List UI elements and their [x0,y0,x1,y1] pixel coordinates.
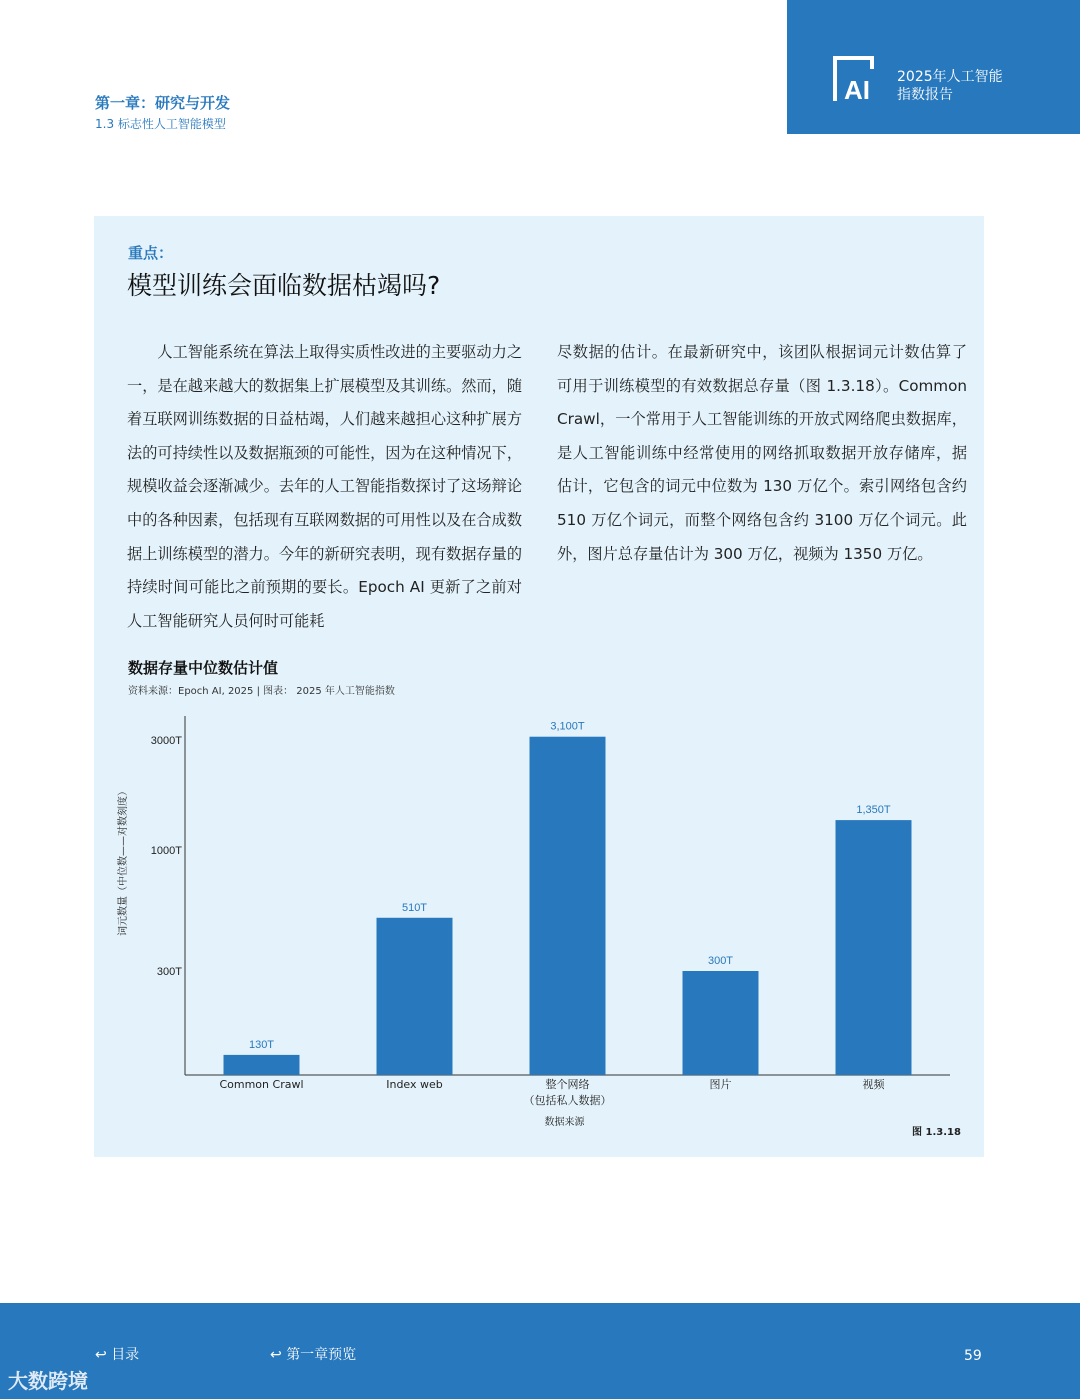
return-icon: ↩ [270,1347,282,1363]
x-tick-label: 视频 [862,1078,885,1091]
report-title [897,68,1003,104]
bar [836,820,912,1075]
section-title: 1.3 标志性人工智能模型 [95,117,226,131]
bar [683,971,759,1075]
x-tick-label: Index web [386,1078,443,1091]
bar-value-label: 510T [401,901,428,914]
figure-label: 图 1.3.18 [912,1127,961,1138]
bar [530,737,606,1075]
report-brand-box [787,0,1080,134]
x-axis-title: 数据来源 [544,1117,585,1128]
bar [377,918,453,1075]
y-tick-label: 300T [156,966,182,978]
y-axis-title: 词元数量（中位数——对数刻度） [118,786,129,936]
return-icon: ↩ [95,1347,107,1363]
bar [224,1055,300,1075]
y-tick-label: 1000T [150,845,182,858]
x-tick-label: 图片 [709,1078,732,1091]
body-text-left: 人工智能系统在算法上取得实质性改进的主要驱动力之一，是在越来越大的数据集上扩展模型及其训练。然而，随着互联网训练数据的日益枯竭，人们越来越担心这种扩展方法的可持续性以及数据瓶颈的可能性，因为在这种情况下，规模收益会逐渐减少。去年的人工智能指数探讨了这场辩论中的各种因素，包括现有互联网数据的可用性以及在合成数据上训练模型的潜力。今年的新研究表明，现有数据存量的持续时间可能比之前预期的要长。Epoch AI 更新了之前对人工智能研究人员何时可能耗 [127,343,522,630]
y-tick-label: 3000T [150,735,182,747]
body-text-right: 尽数据的估计。在最新研究中，该团队根据词元计数估算了可用于训练模型的有效数据总存量（图 1.3.18）。Common Crawl，一个常用于人工智能训练的开放式网络爬虫数据库，是人工智能训练中经常使用的网络抓取数据开放存储库，据估计，它包含的词元中位数为 130 万亿个。索引网络包含约 510 万亿个词元，而整个网络包含约 3100 万亿个词元。此外，图片总存量估计为 300 万亿，视频为 1350 万亿。 [557,343,967,563]
report-title-line-1: 2025年人工智能 [897,69,1003,85]
bar-chart [94,216,984,1157]
logo-text: AI [844,75,870,103]
page-footer [0,1303,1080,1399]
highlight-panel [94,216,984,1157]
bar-value-label: 130T [248,1038,275,1051]
x-tick-label: Common Crawl [219,1078,304,1091]
chapter-preview-link[interactable] [270,1344,356,1364]
ai-logo-icon [832,55,887,103]
bar-value-label: 3,100T [550,720,585,733]
report-title-line-2: 指数报告 [897,87,953,103]
chart-title: 数据存量中位数估计值 [128,659,279,677]
chart-source: 资料来源：Epoch AI, 2025 | 图表： 2025 年人工智能指数 [128,686,395,697]
toc-label: 目录 [111,1347,140,1363]
x-tick-label: （包括私人数据） [523,1094,612,1107]
toc-link[interactable] [95,1344,139,1364]
x-tick-label: 整个网络 [545,1078,590,1091]
watermark: 大数跨境 [8,1369,88,1393]
highlight-headline: 模型训练会面临数据枯竭吗? [127,271,441,300]
chapter-title: 第一章：研究与开发 [95,94,231,112]
bar-value-label: 1,350T [856,804,891,817]
highlight-kicker: 重点： [128,244,174,262]
page-number: 59 [964,1348,982,1364]
bar-value-label: 300T [707,955,734,967]
chapter-preview-label: 第一章预览 [286,1347,357,1363]
